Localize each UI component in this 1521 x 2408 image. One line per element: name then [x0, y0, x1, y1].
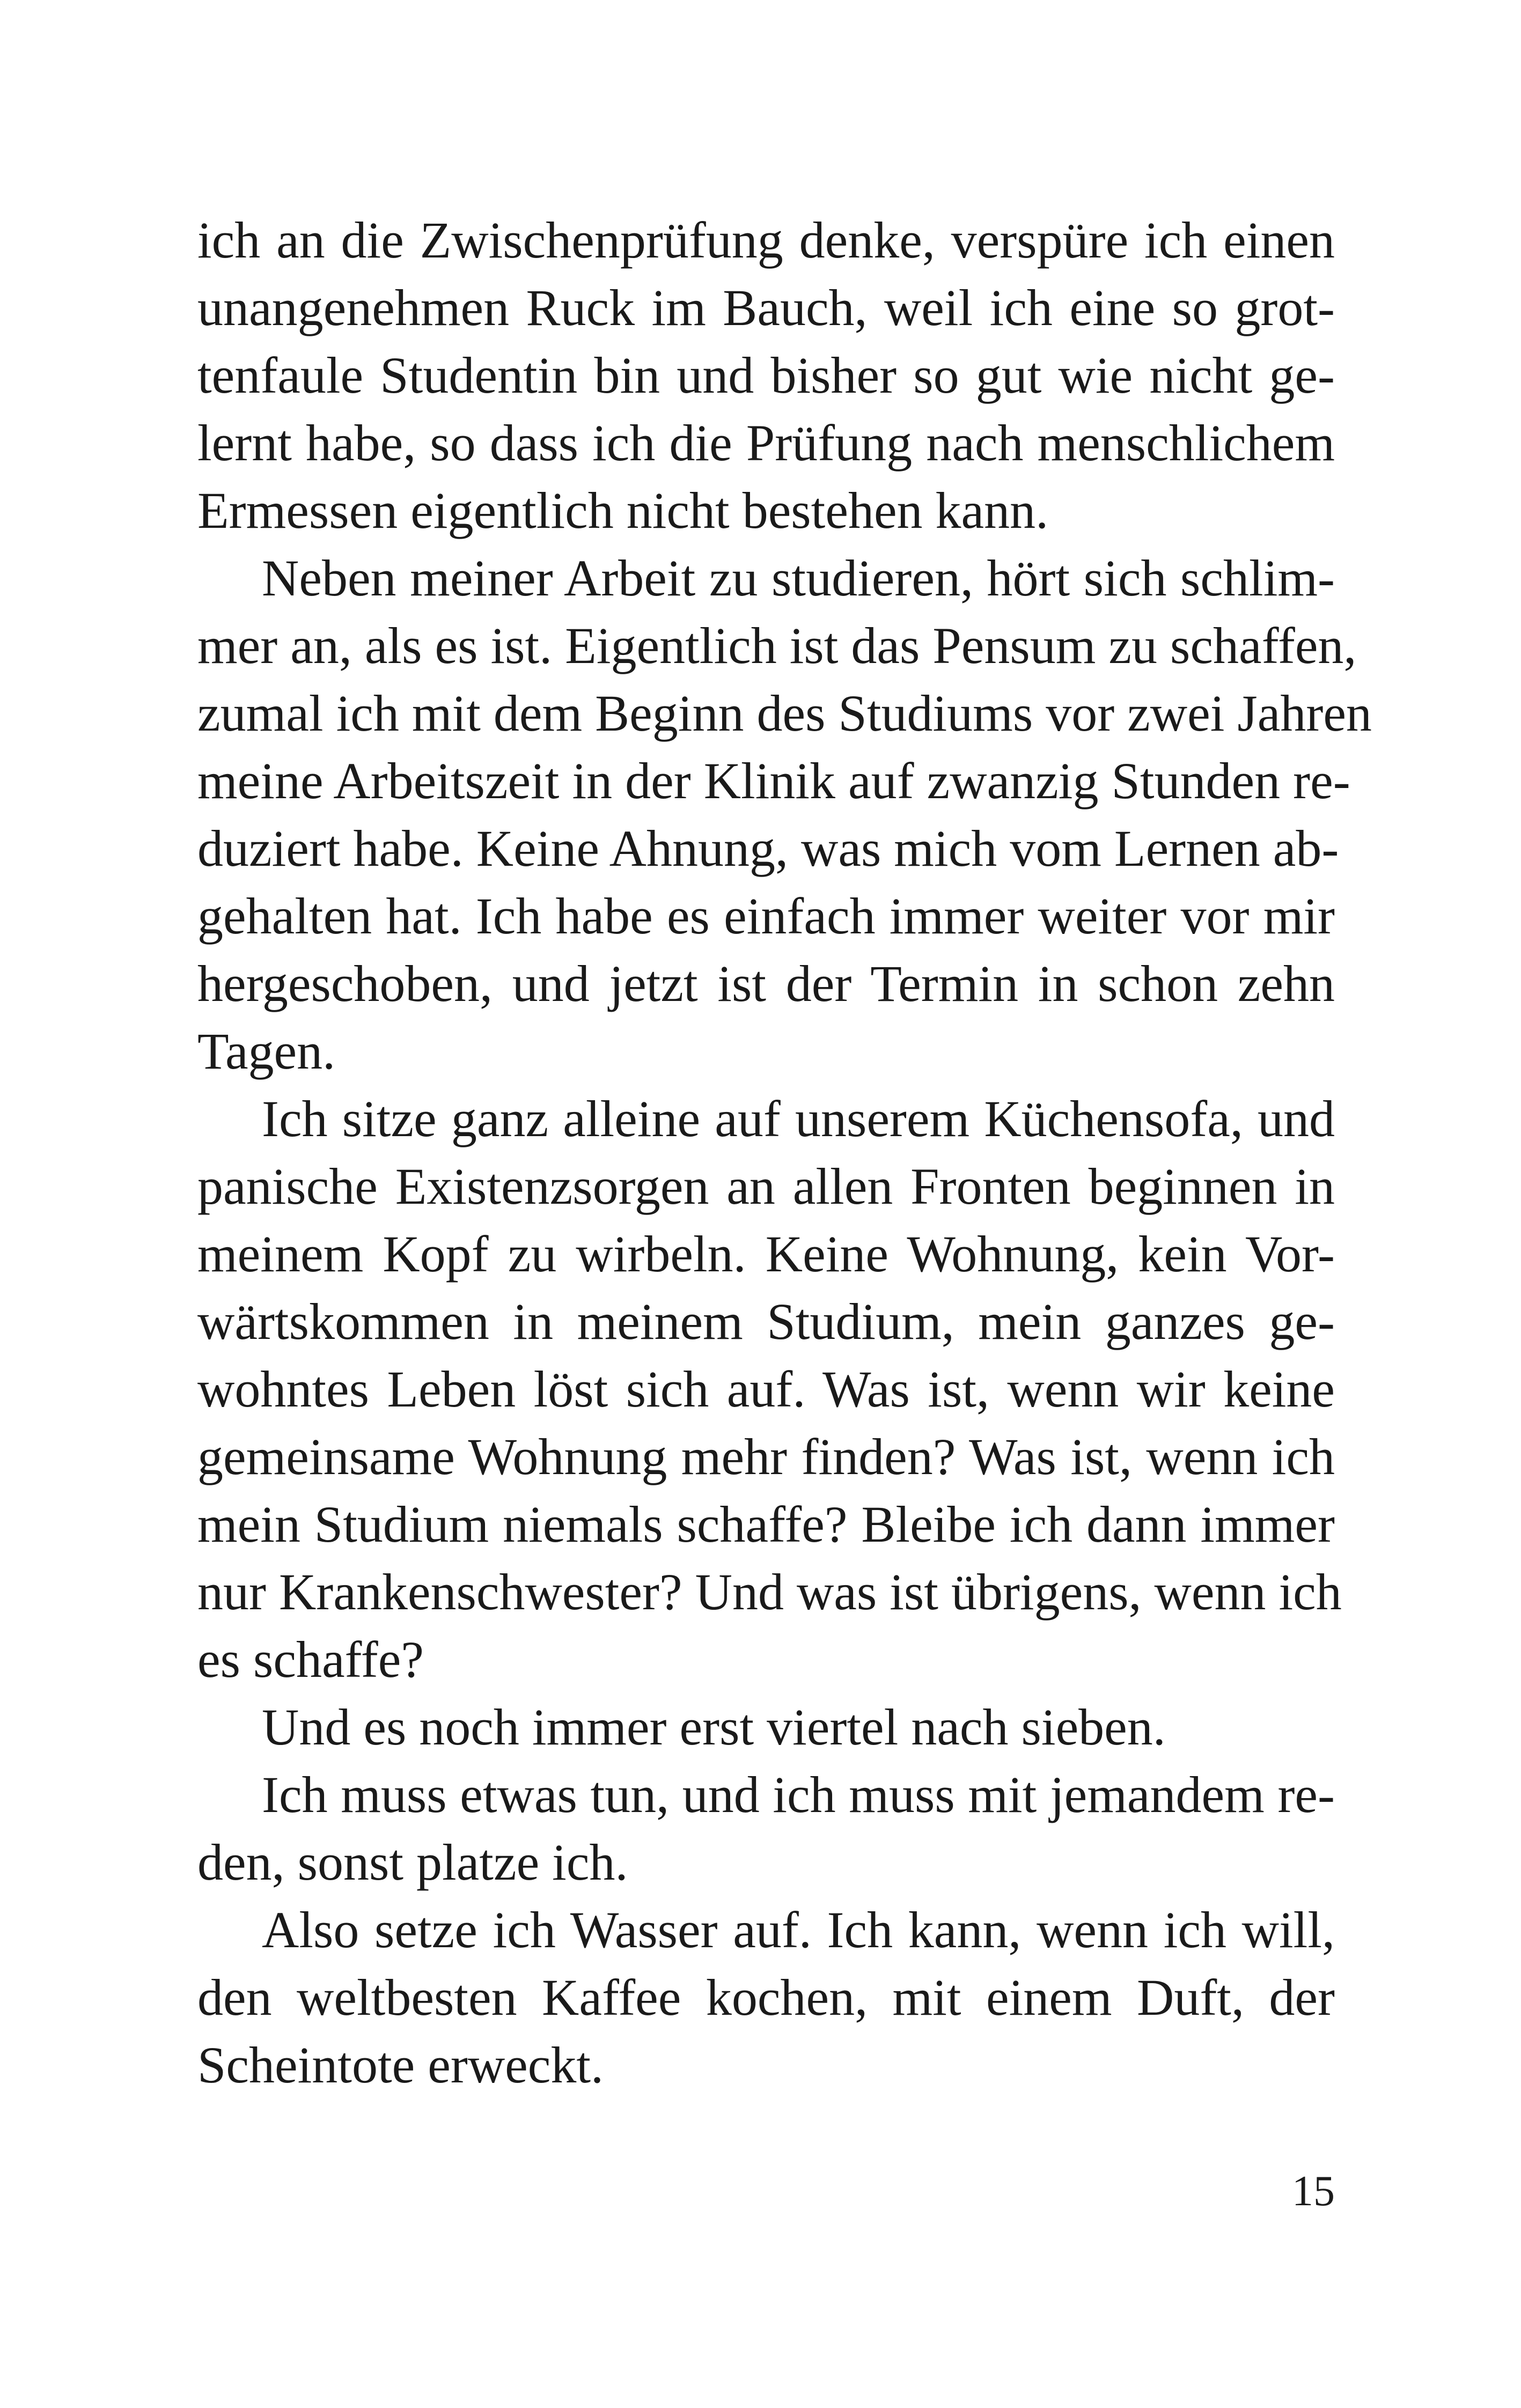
text-line: unangenehmen Ruck im Bauch, weil ich eine so grot- — [197, 279, 1335, 336]
paragraph — [197, 207, 1335, 544]
text-line: den, sonst platze ich. — [197, 1833, 628, 1891]
paragraph — [197, 544, 1372, 1085]
paragraph — [197, 1085, 1342, 1693]
text-line: meinem Kopf zu wirbeln. Keine Wohnung, kein Vor- — [197, 1225, 1335, 1283]
text-line: mer an, als es ist. Eigentlich ist das Pensum zu schaffen, — [197, 617, 1357, 674]
text-line: gehalten hat. Ich habe es einfach immer weiter vor mir — [197, 887, 1335, 945]
text-line: den weltbesten Kaffee kochen, mit einem Duft, der — [197, 1969, 1335, 2026]
text-line: es schaffe? — [197, 1631, 424, 1688]
paragraph — [197, 1693, 1335, 1761]
body-text — [197, 207, 1372, 2099]
text-line: mein Studium niemals schaffe? Bleibe ich dann immer — [197, 1496, 1335, 1553]
text-line: lernt habe, so dass ich die Prüfung nach menschlichem — [197, 414, 1335, 472]
paragraph — [197, 1761, 1335, 1896]
text-line: wohntes Leben löst sich auf. Was ist, wenn wir keine — [197, 1360, 1335, 1418]
text-line: zumal ich mit dem Beginn des Studiums vor zwei Jahren — [197, 684, 1372, 742]
text-line: tenfaule Studentin bin und bisher so gut wie nicht ge- — [197, 347, 1335, 404]
text-line: Tagen. — [197, 1022, 336, 1080]
text-line: wärtskommen in meinem Studium, mein ganzes ge- — [197, 1293, 1335, 1350]
text-line: nur Krankenschwester? Und was ist übrigens, wenn ich — [197, 1563, 1342, 1621]
paragraph — [197, 1896, 1335, 2099]
text-line: meine Arbeitszeit in der Klinik auf zwanzig Stunden re- — [197, 752, 1350, 809]
text-line: hergeschoben, und jetzt ist der Termin in schon zehn — [197, 955, 1335, 1012]
text-line: Ermessen eigentlich nicht bestehen kann. — [197, 482, 1049, 539]
text-line: Ich sitze ganz alleine auf unserem Küchensofa, und — [262, 1090, 1335, 1147]
page-number: 15 — [1292, 2168, 1335, 2215]
text-line: ich an die Zwischenprüfung denke, verspüre ich einen — [197, 211, 1335, 269]
text-line: gemeinsame Wohnung mehr finden? Was ist, wenn ich — [197, 1428, 1335, 1485]
text-line: Und es noch immer erst viertel nach sieben. — [262, 1698, 1166, 1756]
text-line: Scheintote erweckt. — [197, 2036, 604, 2094]
text-line: Neben meiner Arbeit zu studieren, hört sich schlim- — [262, 549, 1335, 607]
text-line: Also setze ich Wasser auf. Ich kann, wenn ich will, — [262, 1901, 1335, 1958]
text-line: duziert habe. Keine Ahnung, was mich vom Lernen ab- — [197, 820, 1339, 877]
text-line: panische Existenzsorgen an allen Fronten beginnen in — [197, 1158, 1335, 1215]
text-line: Ich muss etwas tun, und ich muss mit jemandem re- — [262, 1766, 1335, 1823]
